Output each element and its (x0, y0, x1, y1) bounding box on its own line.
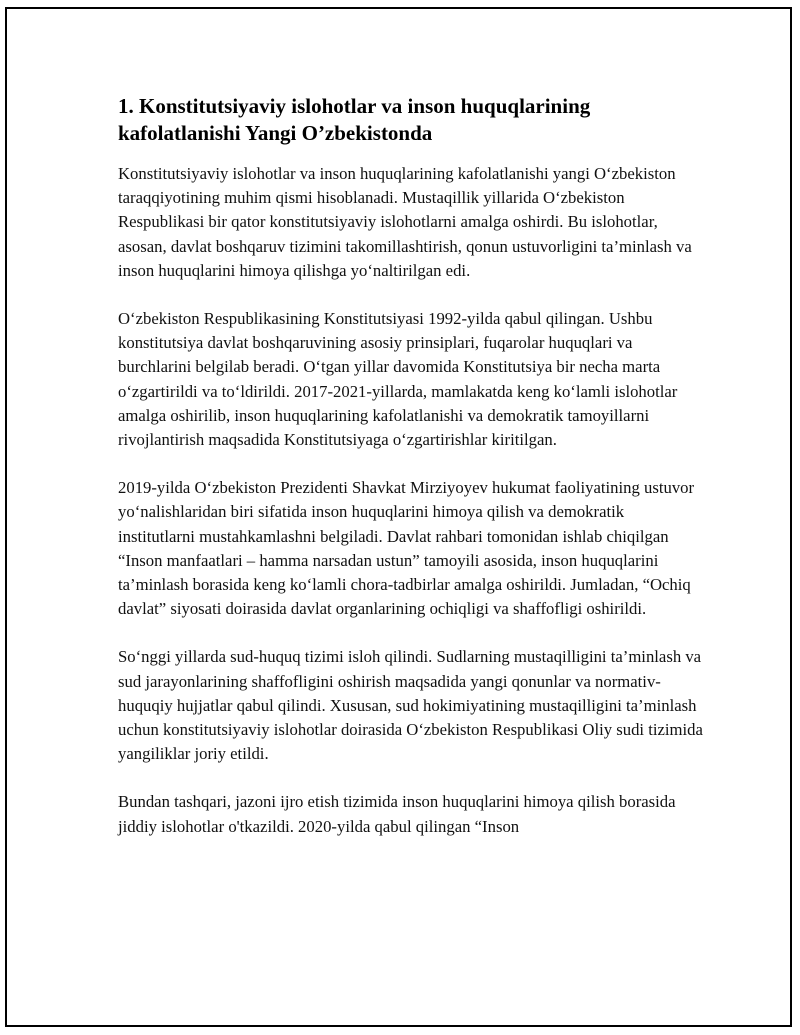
paragraph-1: Konstitutsiyaviy islohotlar va inson huquqlarining kafolatlanishi yangi O‘zbekiston taraqqiyotining muhim qismi hisoblanadi. Mustaqillik yillarida O‘zbekiston Respublikasi bir qator konstitutsiyaviy islohotlarni amalga oshirdi. Bu islohotlar, asosan, davlat boshqaruv tizimini takomillashtirish, qonun ustuvorligini ta’minlash va inson huquqlarini himoya qilishga yo‘naltirilgan edi. (118, 164, 692, 280)
paragraph-4: So‘nggi yillarda sud-huquq tizimi isloh qilindi. Sudlarning mustaqilligini ta’minlash va sud jarayonlarining shaffofligini oshirish maqsadida yangi qonunlar va normativ-huquqiy hujjatlar qabul qilindi. Xususan, sud hokimiyatining mustaqilligini ta’minlash uchun konstitutsiyaviy islohotlar doirasida O‘zbekiston Respublikasi Oliy sudi tizimida yangiliklar joriy etildi. (118, 647, 703, 764)
section-heading: 1. Konstitutsiyaviy islohotlar va inson huquqlarining kafolatlanishi Yangi O’zbekistonda (118, 94, 591, 145)
document-body (118, 93, 703, 863)
paragraph-2: O‘zbekiston Respublikasining Konstitutsiyasi 1992-yilda qabul qilingan. Ushbu konstitutsiya davlat boshqaruvining asosiy prinsiplari, fuqarolar huquqlari va burchlarini belgilab beradi. O‘tgan yillar davomida Konstitutsiya bir necha marta o‘zgartirildi va to‘ldirildi. 2017-2021-yillarda, mamlakatda keng ko‘lamli islohotlar amalga oshirilib, inson huquqlarining kafolatlanishi va demokratik tamoyillarni rivojlantirish maqsadida Konstitutsiyaga o‘zgartirishlar kiritilgan. (118, 309, 678, 450)
paragraph-3: 2019-yilda O‘zbekiston Prezidenti Shavkat Mirziyoyev hukumat faoliyatining ustuvor yo‘nalishlaridan biri sifatida inson huquqlarini himoya qilish va demokratik institutlarni mustahkamlashni belgiladi. Davlat rahbari tomonidan ishlab chiqilgan “Inson manfaatlari – hamma narsadan ustun” tamoyili asosida, inson huquqlarini ta’minlash borasida keng ko‘lamli chora-tadbirlar amalga oshirildi. Jumladan, “Ochiq davlat” siyosati doirasida davlat organlarining ochiqligi va shaffofligi oshirildi. (118, 478, 695, 619)
paragraph-5: Bundan tashqari, jazoni ijro etish tizimida inson huquqlarini himoya qilish borasida jiddiy islohotlar o'tkazildi. 2020-yilda qabul qilingan “Inson (118, 792, 676, 836)
